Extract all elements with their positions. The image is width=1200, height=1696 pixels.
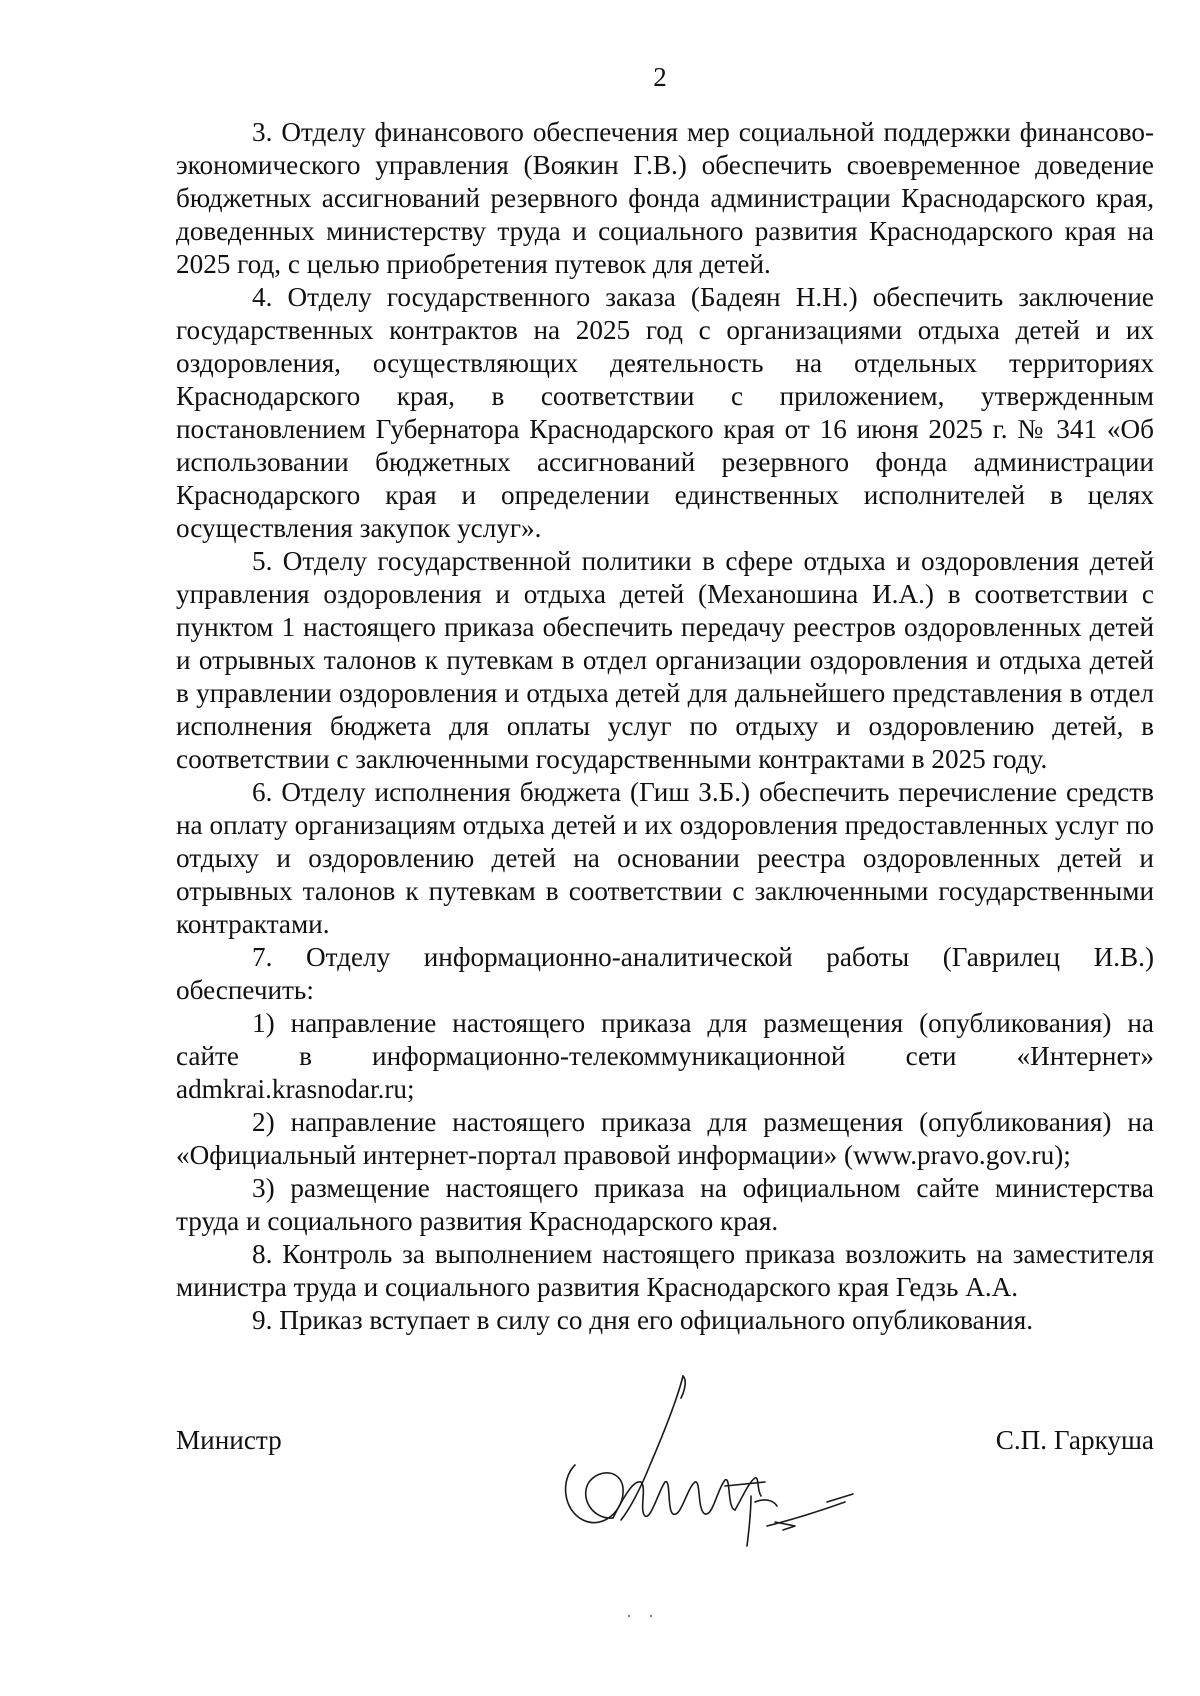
signer-position: Министр [176,1425,282,1455]
signer-name: С.П. Гаркуша [995,1425,1154,1455]
paragraph-8: 8. Контроль за выполнением настоящего приказа возложить на заместителя министра труда и социального развития Краснодарского края Гедзь А.А. [176,1239,1154,1302]
paragraph-6: 6. Отделу исполнения бюджета (Гиш З.Б.) обеспечить перечисление средств на оплату организациям отдыха детей и их оздоровления предоставленных услуг по отдыху и оздоровлению детей на основании реестра оздоровленных детей и отрывных талонов к путевкам в соответствии с заключенными государственными контрактами. [176,777,1154,939]
paragraph-7-item-2: 2) направление настоящего приказа для размещения (опубликования) на «Официальный интернет-портал правовой информации» (www.pravo.gov.ru); [176,1107,1154,1170]
paragraph-7-item-1: 1) направление настоящего приказа для размещения (опубликования) на сайте в информационно-телекоммуникационной сети «Интернет» admkrai.krasnodar.ru; [176,1008,1154,1104]
page-number: 2 [653,62,667,92]
document-body [176,116,1154,1337]
paragraph-3: 3. Отделу финансового обеспечения мер социальной поддержки финансово-экономического управления (Воякин Г.В.) обеспечить своевременное доведение бюджетных ассигнований резервного фонда администрации Краснодарского края, доведенных министерству труда и социального развития Краснодарского края на 2025 год, с целью приобретения путевок для детей. [176,117,1154,279]
paragraph-4: 4. Отделу государственного заказа (Бадеян Н.Н.) обеспечить заключение государственных контрактов на 2025 год с организациями отдыха детей и их оздоровления, осуществляющих деятельность на отдельных территориях Краснодарского края, в соответствии с приложением, утвержденным постановлением Губернатора Краснодарского края от 16 июня 2025 г. № 341 «Об использовании бюджетных ассигнований резервного фонда администрации Краснодарского края и определении единственных исполнителей в целях осуществления закупок услуг». [176,282,1154,543]
scan-specks [625,1612,665,1620]
paragraph-9: 9. Приказ вступает в силу со дня его официального опубликования. [252,1305,1034,1335]
paragraph-5: 5. Отделу государственной политики в сфере отдыха и оздоровления детей управления оздоровления и отдыха детей (Механошина И.А.) в соответствии с пунктом 1 настоящего приказа обеспечить передачу реестров оздоровленных детей и отрывных талонов к путевкам в отдел организации оздоровления и отдыха детей в управлении оздоровления и отдыха детей для дальнейшего представления в отдел исполнения бюджета для оплаты услуг по отдыху и оздоровлению детей, в соответствии с заключенными государственными контрактами в 2025 году. [176,546,1154,774]
paragraph-7-item-3: 3) размещение настоящего приказа на официальном сайте министерства труда и социального развития Краснодарского края. [176,1173,1154,1236]
handwritten-signature [555,1370,865,1570]
paragraph-7: 7. Отделу информационно-аналитической работы (Гаврилец И.В.) обеспечить: [176,942,1154,1005]
